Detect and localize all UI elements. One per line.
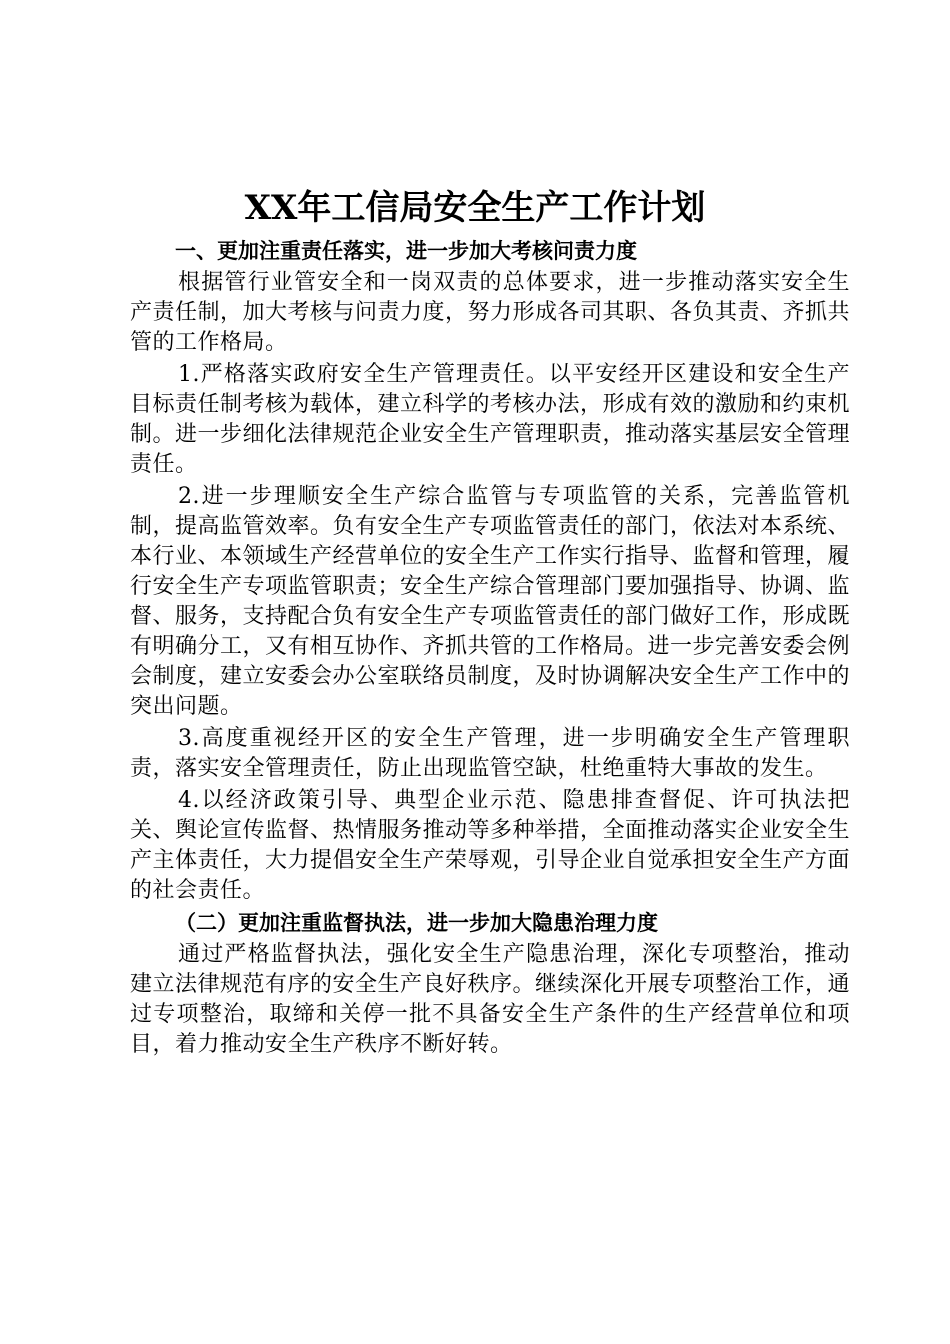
section-1-paragraph-item-2: 2.进一步理顺安全生产综合监管与专项监管的关系，完善监管机制，提高监管效率。负有安全生产专项监管责任的部门，依法对本系统、本行业、本领域生产经营单位的安全生产工作实行指导、监督和管理，履行安全生产专项监管职责；安全生产综合管理部门要加强指导、协调、监督、服务，支持配合负有安全生产专项监管责任的部门做好工作，形成既有明确分工，又有相互协作、齐抓共管的工作格局。进一步完善安委会例会制度，建立安委会办公室联络员制度，及时协调解决安全生产工作中的突出问题。 — [130, 484, 851, 719]
section-heading-2: （二）更加注重监督执法，进一步加大隐患治理力度 — [175, 910, 658, 935]
section-1-paragraph-item-1: 1.严格落实政府安全生产管理责任。以平安经开区建设和安全生产目标责任制考核为载体，建立科学的考核办法，形成有效的激励和约束机制。进一步细化法律规范企业安全生产管理职责，推动落实基层安全管理责任。 — [130, 362, 851, 477]
section-2-paragraph-intro: 通过严格监督执法，强化安全生产隐患治理，深化专项整治，推动建立法律规范有序的安全生产良好秩序。继续深化开展专项整治工作，通过专项整治，取缔和关停一批不具备安全生产条件的生产经营单位和项目，着力推动安全生产秩序不断好转。 — [130, 942, 851, 1057]
section-heading-1: 一、更加注重责任落实，进一步加大考核问责力度 — [175, 238, 637, 263]
section-1-paragraph-intro: 根据管行业管安全和一岗双责的总体要求，进一步推动落实安全生产责任制，加大考核与问责力度，努力形成各司其职、各负其责、齐抓共管的工作格局。 — [130, 270, 851, 355]
section-1-paragraph-item-3: 3.高度重视经开区的安全生产管理，进一步明确安全生产管理职责，落实安全管理责任，防止出现监管空缺，杜绝重特大事故的发生。 — [130, 726, 850, 781]
document-title: XX年工信局安全生产工作计划 — [244, 188, 706, 228]
document-body — [130, 236, 850, 1060]
section-1-paragraph-item-4: 4.以经济政策引导、典型企业示范、隐患排查督促、许可执法把关、舆论宣传监督、热情服务推动等多种举措，全面推动落实企业安全生产主体责任，大力提倡安全生产荣辱观，引导企业自觉承担安全生产方面的社会责任。 — [130, 788, 851, 903]
